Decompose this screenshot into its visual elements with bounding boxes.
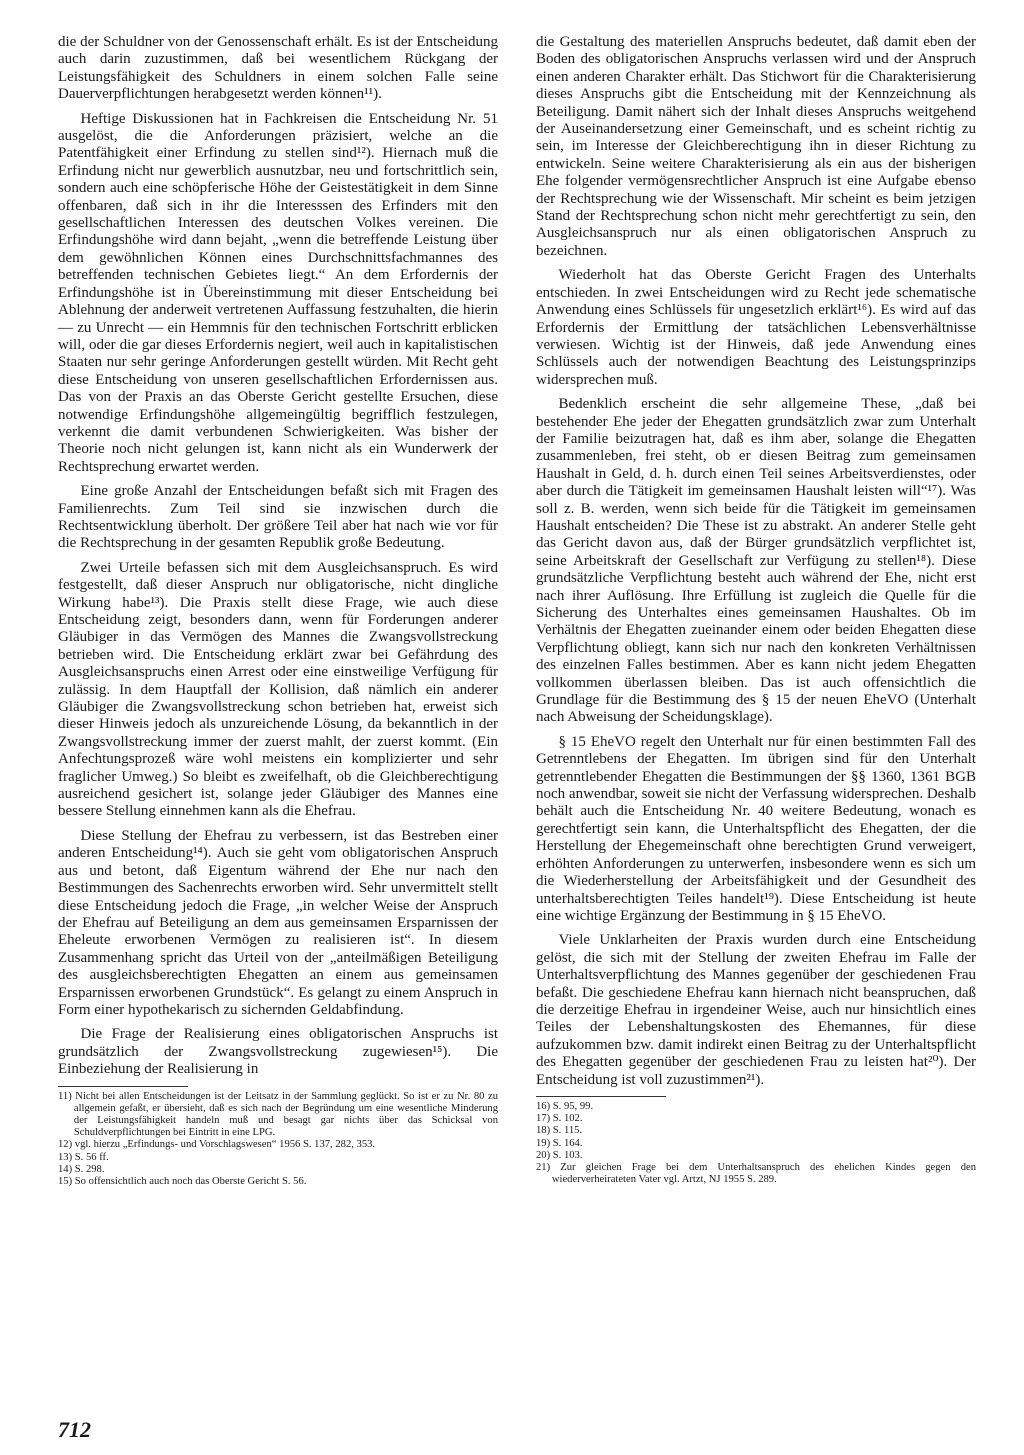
paragraph: Viele Unklarheiten der Praxis wurden durch eine Entscheidung gelöst, die sich mit der Stellung der zweiten Ehefrau im Falle der Unterhaltsverpflichtung des Mannes gegenüber der geschiedenen Frau befaßt. Die geschiedene Ehefrau kann hiernach nicht beanspruchen, daß die derzeitige Ehefrau in irgendeiner Weise, auch nur hinsichtlich eines Teiles der Lebenshaltungskosten des Ehemannes, für diese aufzukommen bzw. damit indirekt einen Beitrag zu der Unterhaltspflicht des Ehegatten gegenüber der geschiedenen Frau zu leisten hat²⁰). Der Entscheidung ist voll zuzustimmen²¹). — [536, 932, 976, 1088]
footnote: 17) S. 102. — [536, 1113, 583, 1125]
paragraph: Wiederholt hat das Oberste Gericht Fragen des Unterhalts entschieden. In zwei Entscheidungen wird zu Recht jede schematische Anwendung eines Schlüssels für ungesetzlich erklärt¹⁶). Es wird auf das Erfordernis der Ermittlung der tatsächlichen Lebensverhältnisse verwiesen. Wichtig ist der Hinweis, daß jede Anwendung eines Schlüssels auch der notwendigen Beachtung des Leistungsprinzips widersprechen muß. — [536, 267, 976, 388]
left-column — [58, 34, 498, 1188]
footnote-divider — [58, 1086, 188, 1087]
footnote: 13) S. 56 ff. — [58, 1151, 109, 1163]
footnote: 14) S. 298. — [58, 1163, 105, 1175]
right-column — [536, 34, 976, 1186]
footnote: 21) Zur gleichen Frage bei dem Unterhaltsanspruch des ehelichen Kindes gegen den wiederverheirateten Vater vgl. Artzt, NJ 1955 S. 289. — [536, 1161, 976, 1186]
paragraph: Heftige Diskussionen hat in Fachkreisen die Entscheidung Nr. 51 ausgelöst, die die Anforderungen präzisiert, welche an die Patentfähigkeit einer Erfindung zu stellen sind¹²). Hiernach muß die Erfindung nicht nur gewerblich ausnutzbar, neu und fortschrittlich sein, sondern auch eine schöpferische Höhe der Geistestätigkeit in dem Sinne offenbaren, daß sich in ihr die Interesssen des Erfinders mit den gesellschaftlichen Interessen des deutschen Volkes vereinen. Die Erfindungshöhe wird dann bejaht, „wenn die betreffende Leistung über dem gewöhnlichen Können eines Durchschnittsfachmannes des betreffenden technischen Gebietes liegt.“ An dem Erfordernis der Erfindungshöhe ist in Übereinstimmung mit dieser Entscheidung bei Ablehnung der anderweit vertretenen Auffassung festzuhalten, die hierin — zu Unrecht — ein Hemmnis für den technischen Fortschritt erblicken will, oder die gar dieses Erfordernis negiert, weil auch in kapitalistischen Staaten nur sehr geringe Anforderungen gestellt würden. Mit Recht geht diese Entscheidung von unseren gesellschaftlichen Erfordernissen aus. Das von der Praxis an das Oberste Gericht gestellte Ersuchen, diese notwendige Erfindungshöhe allgemeingültig begrifflich festzulegen, verkennt die damit verbundenen Schwierigkeiten. Was bisher der Theorie noch nicht gelungen ist, kann nicht als ein Wunderwerk der Rechtsprechung erwartet werden. — [58, 110, 498, 475]
paragraph: Die Frage der Realisierung eines obligatorischen Anspruchs ist grundsätzlich der Zwangsvollstreckung zugewiesen¹⁵). Die Einbeziehung der Realisierung in — [58, 1026, 498, 1078]
paragraph: die der Schuldner von der Genossenschaft erhält. Es ist der Entscheidung auch darin zuzustimmen, daß bei wesentlichem Rückgang der Leistungsfähigkeit des Schuldners in einem solchen Falle seine Dauerverpflichtungen herabgesetzt werden können¹¹). — [58, 34, 498, 103]
left-column-body — [58, 34, 498, 1079]
paragraph: Bedenklich erscheint die sehr allgemeine These, „daß bei bestehender Ehe jeder der Ehegatten grundsätzlich zwar zum Unterhalt der Familie beizutragen hat, daß es ihm aber, solange die Ehegatten zusammenleben, frei steht, ob er diesen Beitrag zum gemeinsamen Haushalt in Geld, d. h. durch einen Teil seines Arbeitsverdienstes, oder aber durch die Tätigkeit im gemeinsamen Haushalt leisten will“¹⁷). Was soll z. B. werden, wenn sich beide für die Tätigkeit im gemeinsamen Haushalt entscheiden? Die These ist zu abstrakt. An anderer Stelle geht das Gericht davon aus, daß der Bürger grundsätzlich verpflichtet ist, seine Arbeitskraft der Gesellschaft zur Verfügung zu stellen¹⁸). Diese grundsätzliche Verpflichtung besteht auch während der Ehe, nicht erst nach ihrer Auflösung. Ihre Erfüllung ist zugleich die Quelle für die Sicherung des Unterhaltes eines gemeinsamen Haushaltes. Ob im Verhältnis der Ehegatten zueinander einem oder beiden Ehegatten diese Verpflichtung obliegt, kann sich nur nach den konkreten Verhältnissen des einzelnen Falles bestimmen. Aber es kann nicht jedem Ehegatten vollkommen überlassen bleiben. Das ist auch offensichtlich die Grundlage für die Bestimmung des § 15 der neuen EheVO (Unterhalt nach Abweisung der Scheidungsklage). — [536, 396, 976, 726]
footnote: 20) S. 103. — [536, 1149, 583, 1161]
document-page — [58, 34, 992, 1442]
footnote: 12) vgl. hierzu „Erfindungs- und Vorschlagswesen“ 1956 S. 137, 282, 353. — [58, 1139, 376, 1151]
paragraph: Diese Stellung der Ehefrau zu verbessern, ist das Bestreben einer anderen Entscheidung¹⁴). Auch sie geht vom obligatorischen Anspruch aus und betont, daß Eigentum während der Ehe nur nach den Bestimmungen des Sachenrechts erworben wird. Sehr unvermittelt stellt diese Entscheidung jedoch die Frage, „in welcher Weise der Anspruch der Ehefrau auf Beteiligung an dem aus gemeinsamen Ersparnissen der Eheleute erworbenen Vermögen zu realisieren ist“. In diesem Zusammenhang spricht das Urteil von der „anteilmäßigen Beteiligung des ausgleichsberechtigten Ehegatten an einem aus gemeinsamen Ersparnissen erworbenen Grundstück“. Es gelangt zu einem Anspruch in Form einer hypothekarisch zu sichernden Geldabfindung. — [58, 827, 498, 1018]
page-number: 712 — [58, 1417, 91, 1442]
right-column-body — [536, 34, 976, 1089]
footnote-divider — [536, 1096, 666, 1097]
paragraph: Zwei Urteile befassen sich mit dem Ausgleichsanspruch. Es wird festgestellt, daß dieser Anspruch nur obligatorische, nicht dingliche Wirkung habe¹³). Die Praxis stellt diese Frage, wie auch diese Entscheidung zeigt, besonders dann, wenn für Forderungen anderer Gläubiger in das Vermögen des Mannes die Zwangsvollstreckung betrieben wird. Die Entscheidung erklärt zwar bei Gefährdung des Ausgleichsanspruchs einen Arrest oder eine einstweilige Verfügung für zulässig. In dem Hauptfall der Kollision, daß nämlich ein anderer Gläubiger die Zwangsvollstreckung schon betrieben hat, erweist sich dieser Hinweis jedoch als unzureichende Lösung, da bekanntlich in der Zwangsvollstreckung immer der zuerst mahlt, der zuerst kommt. (Ein Anfechtungsprozeß wäre wohl meistens ein komplizierter und sehr fraglicher Umweg.) So bleibt es zweifelhaft, ob die Gleichberechtigung ausreichend gesichert ist, solange jeder Gläubiger des Mannes eine bessere Stellung einnehmen kann als die Ehefrau. — [58, 559, 498, 820]
paragraph: die Gestaltung des materiellen Anspruchs bedeutet, daß damit eben der Boden des obligatorischen Anspruchs verlassen wird und der Anspruch einen anderen Charakter erhält. Das Stichwort für die Charakterisierung dieses Anspruchs gibt die Entscheidung mit der Kennzeichnung als Beteiligung. Damit nähert sich der Inhalt dieses Anspruchs weitgehend der Auseinandersetzung einer Gemeinschaft, und es scheint richtig zu sein, im Interesse der Gleichberechtigung ihn in dieser Richtung zu entwickeln. Seine weitere Charakterisierung als ein aus der bisherigen Ehe folgender vermögensrechtlicher Anspruch ist eine Aufgabe ebenso der Rechtsprechung wie der Wissenschaft. Mir scheint es beim jetzigen Stand der Rechtsprechung schon nicht mehr gerechtfertigt zu sein, den Ausgleichsanspruch nur als einen obligatorischen Anspruch zu bezeichnen. — [536, 34, 976, 259]
right-footnotes — [536, 1101, 976, 1186]
footnote: 18) S. 115. — [536, 1125, 583, 1137]
paragraph: Eine große Anzahl der Entscheidungen befaßt sich mit Fragen des Familienrechts. Zum Teil sind sie inzwischen durch die Rechtsentwicklung überholt. Der größere Teil aber hat nach wie vor für die Rechtsprechung in der gesamten Republik große Bedeutung. — [58, 483, 498, 552]
left-footnotes — [58, 1091, 498, 1189]
paragraph: § 15 EheVO regelt den Unterhalt nur für einen bestimmten Fall des Getrenntlebens der Ehegatten. Im übrigen sind für den Unterhalt getrenntlebender Ehegatten die Bestimmungen der §§ 1360, 1361 BGB noch anwendbar, soweit sie nicht der Verfassung widersprechen. Deshalb behält auch die Entscheidung Nr. 40 weitere Bedeutung, wonach es gerechtfertigt sein kann, die Unterhaltspflicht des Ehegatten, der die Herstellung der Ehegemeinschaft ohne berechtigten Grund verweigert, erhöhten Anforderungen zu unterwerfen, insbesondere wenn es sich um die Wiederherstellung der Arbeitsfähigkeit und der Gesundheit des unterhaltsberechtigten Teiles handelt¹⁹). Diese Entscheidung ist heute eine wichtige Ergänzung der Bestimmung in § 15 EheVO. — [536, 733, 976, 924]
footnote: 11) Nicht bei allen Entscheidungen ist der Leitsatz in der Sammlung geglückt. So ist er zu Nr. 80 zu allgemein gefaßt, er übersieht, daß es sich nach der Begründung um eine wesentliche Minderung der Leistungsfähigkeit handeln muß und besagt gar nichts über das Schicksal von Schuldverpflichtungen bei Eintritt in eine LPG. — [58, 1090, 498, 1139]
footnote: 19) S. 164. — [536, 1137, 583, 1149]
footnote: 15) So offensichtlich auch noch das Oberste Gericht S. 56. — [58, 1175, 307, 1187]
footnote: 16) S. 95, 99. — [536, 1100, 594, 1112]
